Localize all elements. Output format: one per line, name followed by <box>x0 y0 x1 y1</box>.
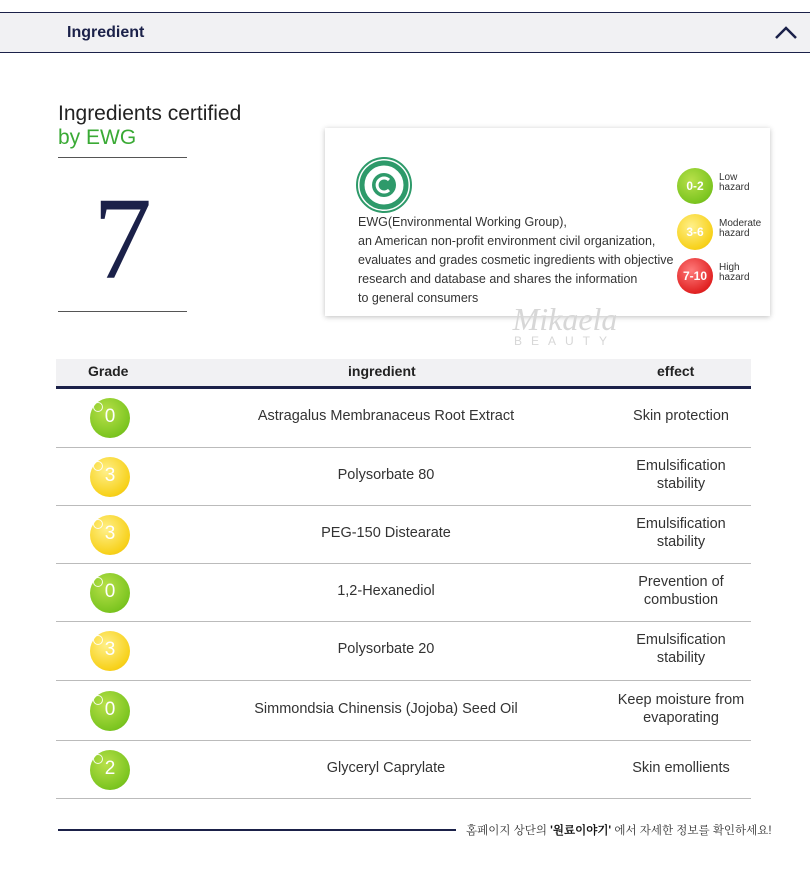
divider <box>58 157 187 158</box>
effect-line: Emulsification <box>636 632 726 648</box>
ewg-description-line: research and database and shares the information <box>358 272 638 286</box>
effect-line: combustion <box>643 591 719 608</box>
hazard-legend-high <box>677 258 767 294</box>
table-row <box>56 622 751 681</box>
accordion-header[interactable] <box>0 12 810 53</box>
grade-value: 0 <box>104 580 116 602</box>
effect-line: evaporating <box>643 709 719 726</box>
ingredient-name: Glyceryl Caprylate <box>326 759 446 776</box>
ingredient-name: Astragalus Membranaceus Root Extract <box>257 408 515 424</box>
certified-title: Ingredients certified <box>58 102 242 125</box>
grade-value: 3 <box>104 522 116 544</box>
grade-badge <box>90 515 130 555</box>
ingredient-name: Polysorbate 20 <box>337 641 435 657</box>
watermark-main: Mikaela <box>512 301 618 337</box>
grade-badge <box>90 398 130 438</box>
ewg-description-line: EWG(Environmental Working Group), <box>358 215 567 229</box>
watermark <box>490 302 640 348</box>
table-row <box>56 681 751 741</box>
certified-count: 7 <box>93 173 152 304</box>
grade-badge <box>90 457 130 497</box>
effect-line: Emulsification <box>636 457 726 474</box>
ingredient-name: PEG-150 Distearate <box>321 524 451 541</box>
watermark-sub: BEAUTY <box>513 334 616 348</box>
table-row <box>56 448 751 506</box>
certified-subtitle: by EWG <box>58 126 137 149</box>
effect-line: stability <box>656 533 706 550</box>
table-row <box>56 506 751 564</box>
divider <box>58 311 187 312</box>
effect-line: Emulsification <box>636 515 726 532</box>
ingredient-name: Polysorbate 80 <box>337 466 435 483</box>
hazard-label: Moderate hazard <box>719 218 762 239</box>
table-row <box>56 389 751 448</box>
effect-text <box>601 691 761 727</box>
effect-text <box>601 515 761 551</box>
grade-value: 2 <box>104 757 116 779</box>
effect-line: stability <box>656 475 706 492</box>
hazard-legend-low <box>677 168 767 204</box>
grade-badge <box>90 691 130 731</box>
hazard-range: 3-6 <box>686 225 704 239</box>
grade-value: 0 <box>104 406 116 427</box>
effect-text <box>601 573 761 609</box>
grade-header: Grade <box>88 363 129 379</box>
hazard-legend-moderate <box>677 214 767 250</box>
hazard-label: Low hazard <box>719 172 750 193</box>
grade-badge <box>90 573 130 613</box>
hazard-label: High hazard <box>719 262 750 283</box>
grade-value: 0 <box>104 698 116 720</box>
hazard-range: 7-10 <box>682 269 708 283</box>
ewg-verified-logo <box>355 156 413 214</box>
effect-text <box>601 631 761 667</box>
ingredient-name: 1,2-Hexanediol <box>337 582 435 599</box>
ingredient-name: Simmondsia Chinensis (Jojoba) Seed Oil <box>254 700 518 717</box>
effect-text <box>601 457 761 493</box>
effect-header: effect <box>657 363 695 379</box>
grade-value: 3 <box>104 639 116 660</box>
footer-note: 홈페이지 상단의 '원료이야기' 에서 자세한 정보를 확인하세요! <box>466 825 772 837</box>
effect-text <box>601 407 761 425</box>
ewg-description-line: to general consumers <box>358 291 479 305</box>
table-row <box>56 564 751 622</box>
effect-line: stability <box>656 650 706 666</box>
chevron-up-icon[interactable] <box>772 22 800 42</box>
ewg-description <box>358 213 678 308</box>
effect-text <box>601 759 761 777</box>
effect-line: Prevention of <box>638 573 724 590</box>
ewg-info-card <box>325 128 770 316</box>
grade-badge <box>90 750 130 790</box>
accordion-title: Ingredient <box>67 24 145 41</box>
table-row <box>56 741 751 799</box>
grade-badge <box>90 631 130 671</box>
effect-line: Keep moisture from <box>617 691 745 708</box>
ewg-description-line: an American non-profit environment civil organization, <box>358 234 656 248</box>
ewg-description-line: evaluates and grades cosmetic ingredients with objective <box>358 253 674 267</box>
ingredient-header: ingredient <box>348 363 416 379</box>
effect-line: Skin emollients <box>632 759 730 776</box>
hazard-range: 0-2 <box>686 179 704 193</box>
effect-line: Skin protection <box>633 408 729 424</box>
footer-line <box>58 829 456 831</box>
table-header <box>56 359 751 389</box>
grade-value: 3 <box>104 464 116 486</box>
